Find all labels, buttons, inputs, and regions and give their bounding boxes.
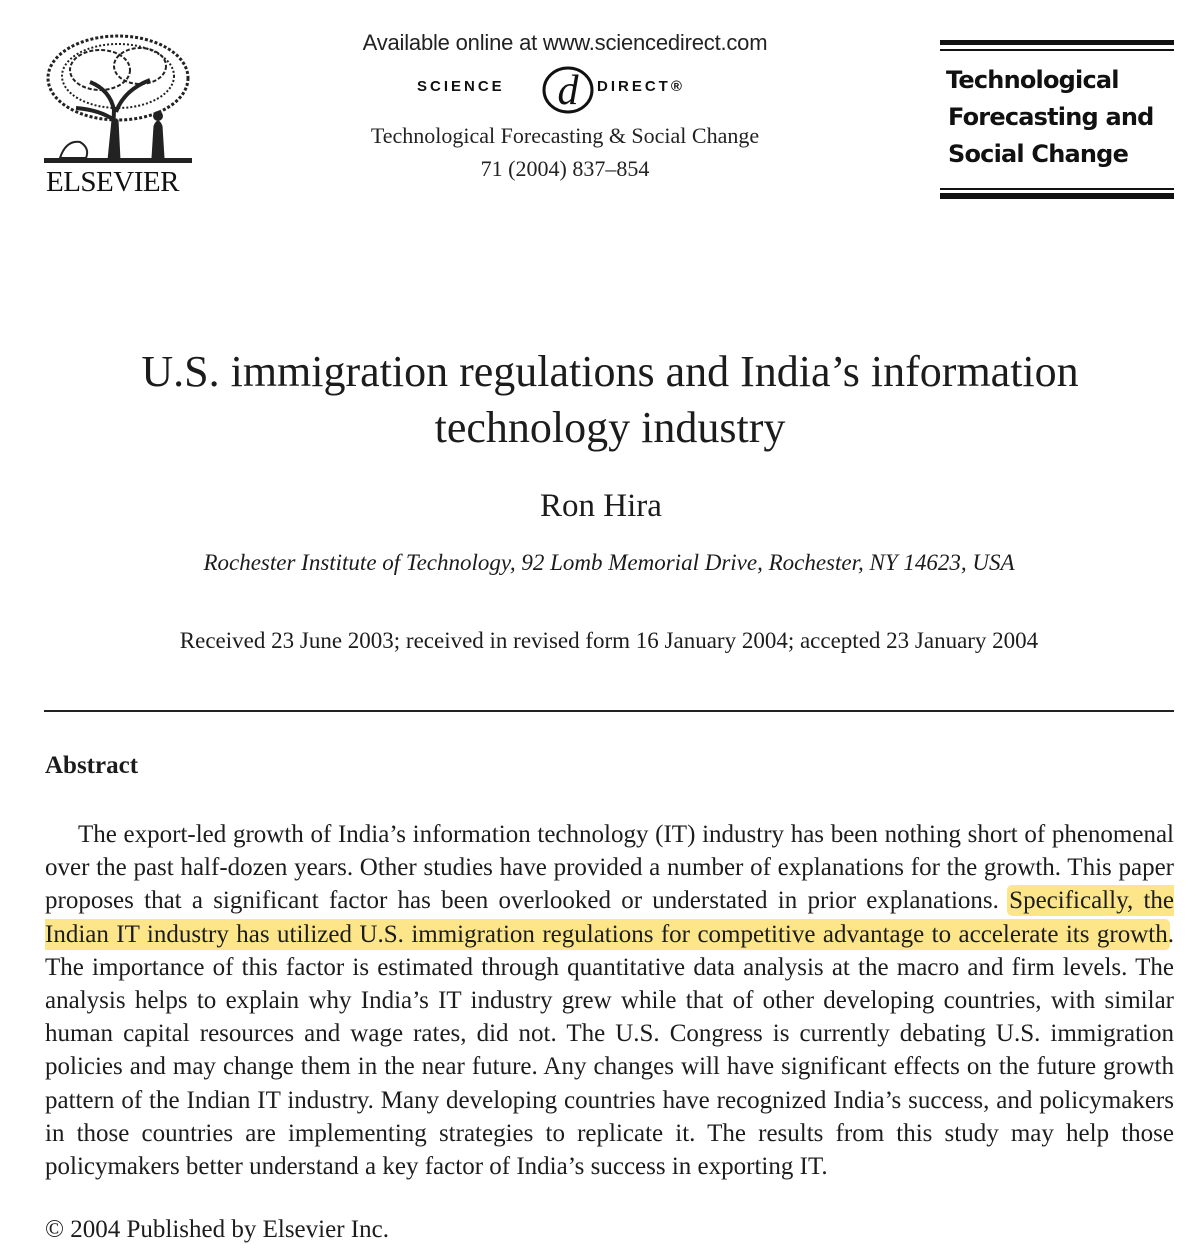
- article-history: Received 23 June 2003; received in revised form 16 January 2004; accepted 23 January 2004: [179, 628, 1039, 653]
- abstract-text: The export-led growth of India’s information technology (IT) industry has been nothing short of phenomenal over the past half-dozen years. Other studies have provided a number of explanations for the growth. This paper proposes that a significant factor has been overlooked or understated in prior explanations.: [45, 821, 1174, 915]
- publisher-name: ELSEVIER: [46, 166, 179, 198]
- article-title-line-2: technology industry: [434, 403, 786, 452]
- copyright-notice: © 2004 Published by Elsevier Inc.: [45, 1216, 389, 1243]
- brand-rule: [940, 188, 1174, 190]
- brand-rule: [940, 49, 1174, 51]
- svg-text:d: d: [557, 68, 579, 114]
- abstract-body[interactable]: [45, 818, 1174, 1183]
- available-online-link[interactable]: Available online at www.sciencedirect.com: [362, 30, 768, 55]
- brand-line-1: Technological: [946, 66, 1119, 94]
- brand-rule: [940, 40, 1174, 45]
- sciencedirect-right-text: DIRECT®: [597, 78, 685, 95]
- author-name[interactable]: Ron Hira: [540, 488, 662, 524]
- brand-line-3: Social Change: [948, 140, 1129, 168]
- brand-rule: [940, 193, 1174, 199]
- elsevier-logo: [40, 30, 196, 202]
- article-title: [60, 344, 1160, 456]
- journal-brand: [940, 40, 1174, 202]
- sciencedirect-logo[interactable]: [300, 60, 830, 118]
- abstract-heading: Abstract: [45, 752, 139, 779]
- journal-name: Technological Forecasting & Social Change: [370, 123, 760, 148]
- journal-issue: 71 (2004) 837–854: [480, 156, 650, 181]
- sciencedirect-left-text: SCIENCE: [417, 78, 505, 95]
- elsevier-tree-icon: [40, 30, 196, 166]
- author-affiliation: Rochester Institute of Technology, 92 Lomb Memorial Drive, Rochester, NY 14623, USA: [203, 550, 1015, 575]
- article-title-line-1: U.S. immigration regulations and India’s information: [141, 347, 1079, 396]
- journal-header: [300, 30, 830, 184]
- sciencedirect-at-icon: [540, 60, 596, 118]
- divider: [44, 710, 1174, 712]
- highlighted-text[interactable]: Specifically, the Indian IT industry has utilized U.S. immigration regulations for competitive advantage to accelerate its growth: [45, 887, 1174, 948]
- brand-line-2: Forecasting and: [948, 103, 1154, 131]
- abstract-text: . The importance of this factor is estimated through quantitative data analysis at the macro and firm levels. The analysis helps to explain why India’s IT industry grew while that of other developing countries, with similar human capital resources and wage rates, did not. The U.S. Congress is currently debating U.S. immigration policies and may change them in the near future. Any changes will have significant effects on the future growth pattern of the Indian IT industry. Many developing countries have recognized India’s success, and policymakers in those countries are implementing strategies to replicate it. The results from this study may help those policymakers better understand a key factor of India’s success in exporting IT.: [45, 920, 1174, 1181]
